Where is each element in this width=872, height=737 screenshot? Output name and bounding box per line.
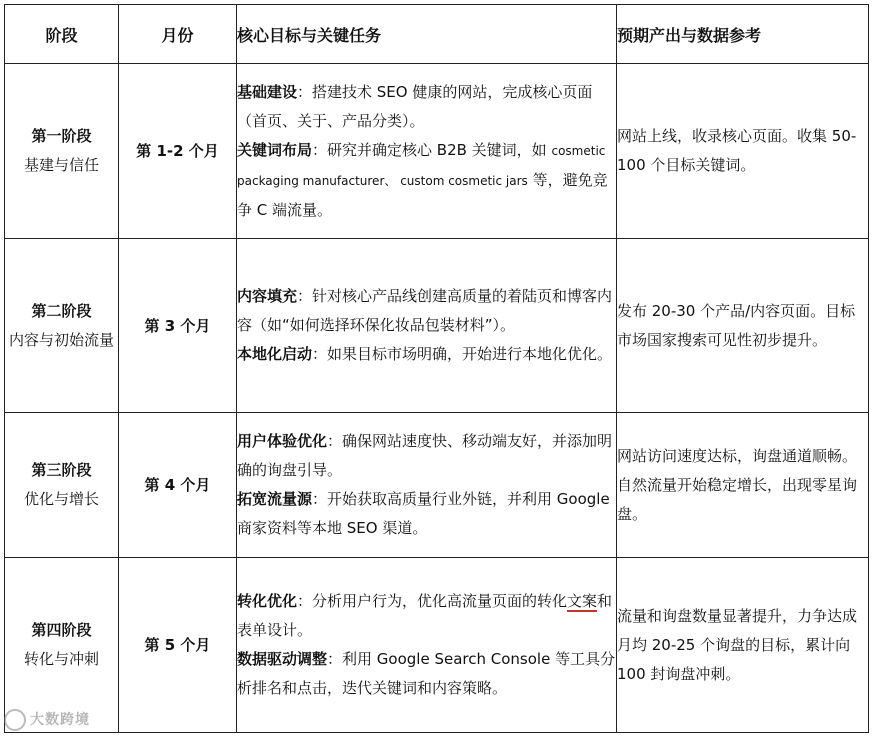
- underlined-word: 文案: [567, 592, 598, 610]
- task-item: [237, 645, 616, 703]
- task-keyword-examples: cosmetic packaging manufacturer、 custom cosmetic jars: [237, 143, 606, 188]
- watermark-text: 大数跨境: [30, 712, 90, 728]
- stage-subtitle: 基建与信任: [23, 156, 99, 174]
- task-cell: [237, 239, 617, 413]
- stage-subtitle: 内容与初始流量: [8, 330, 114, 349]
- output-cell: 网站上线，收录核心页面。收集 50-100 个目标关键词。: [617, 64, 869, 239]
- task-keyword: 关键词布局: [237, 140, 313, 159]
- task-text: ：确保网站速度快、移动端友好，并添加明确的询盘引导。: [237, 432, 613, 479]
- stage-cell: [5, 64, 119, 239]
- watermark: [4, 709, 90, 731]
- header-row: [5, 5, 869, 64]
- task-text: ：如果目标市场明确，开始进行本地化优化。: [312, 345, 613, 363]
- month-cell: 第 4 个月: [119, 413, 237, 558]
- task-keyword: 内容填充: [237, 287, 298, 305]
- task-item: [237, 427, 616, 485]
- task-keyword: 本地化启动: [237, 345, 313, 363]
- header-month: 月份: [119, 5, 237, 64]
- task-item: [237, 136, 616, 225]
- task-cell: [237, 64, 617, 239]
- header-stage: 阶段: [5, 5, 119, 64]
- task-text: ：开始获取高质量行业外链，并利用 Google 商家资料等本地 SEO 渠道。: [237, 490, 610, 537]
- task-item: [237, 587, 616, 645]
- task-cell: [237, 413, 617, 558]
- task-text-pre: ：分析用户行为，优化高流量页面的转化: [297, 592, 568, 610]
- table-row: [5, 558, 869, 733]
- table-row: [5, 413, 869, 558]
- seo-plan-table: [4, 4, 869, 733]
- stage-subtitle: 转化与冲刺: [23, 650, 99, 668]
- stage-name: 第四阶段: [31, 621, 92, 639]
- table-row: [5, 64, 869, 239]
- task-keyword: 拓宽流量源: [237, 490, 313, 508]
- task-keyword: 转化优化: [237, 592, 298, 610]
- task-text: ：利用 Google Search Console 等工具分析排名和点击，迭代关键词和内容策略。: [237, 650, 616, 697]
- stage-name: 第三阶段: [31, 461, 92, 479]
- task-item: [237, 78, 616, 136]
- task-item: [237, 282, 616, 340]
- task-text: ：研究并确定核心 B2B 关键词，如: [312, 140, 547, 159]
- output-cell: 流量和询盘数量显著提升，力争达成月均 20-25 个询盘的目标，累计向 100 封询盘冲刺。: [617, 558, 869, 733]
- header-task: 核心目标与关键任务: [237, 5, 617, 64]
- task-text: 和表单设计。: [237, 592, 613, 639]
- stage-subtitle: 优化与增长: [23, 490, 99, 508]
- stage-cell: [5, 239, 119, 413]
- month-cell: 第 3 个月: [119, 239, 237, 413]
- output-cell: 发布 20-30 个产品/内容页面。目标市场国家搜索可见性初步提升。: [617, 239, 869, 413]
- task-text: ：针对核心产品线创建高质量的着陆页和博客内容（如“如何选择环保化妆品包装材料”）。: [237, 287, 613, 334]
- table-row: [5, 239, 869, 413]
- stage-name: 第二阶段: [31, 301, 92, 320]
- month-cell: 第 5 个月: [119, 558, 237, 733]
- task-keyword: 用户体验优化: [237, 432, 328, 450]
- task-text: ：搭建技术 SEO 健康的网站，完成核心页面（首页、关于、产品分类）。: [237, 82, 593, 130]
- header-output: 预期产出与数据参考: [617, 5, 869, 64]
- stage-cell: [5, 558, 119, 733]
- month-cell: 第 1-2 个月: [119, 64, 237, 239]
- stage-cell: [5, 413, 119, 558]
- output-cell: 网站访问速度达标，询盘通道顺畅。自然流量开始稳定增长，出现零星询盘。: [617, 413, 869, 558]
- task-cell: [237, 558, 617, 733]
- task-item: [237, 485, 616, 543]
- task-text-tail: 等，避免竞争 C 端流量。: [237, 170, 608, 219]
- task-keyword: 基础建设: [237, 82, 298, 101]
- stage-name: 第一阶段: [31, 127, 92, 145]
- task-keyword: 数据驱动调整: [237, 650, 328, 668]
- task-item: [237, 340, 616, 369]
- watermark-logo-icon: [4, 709, 26, 731]
